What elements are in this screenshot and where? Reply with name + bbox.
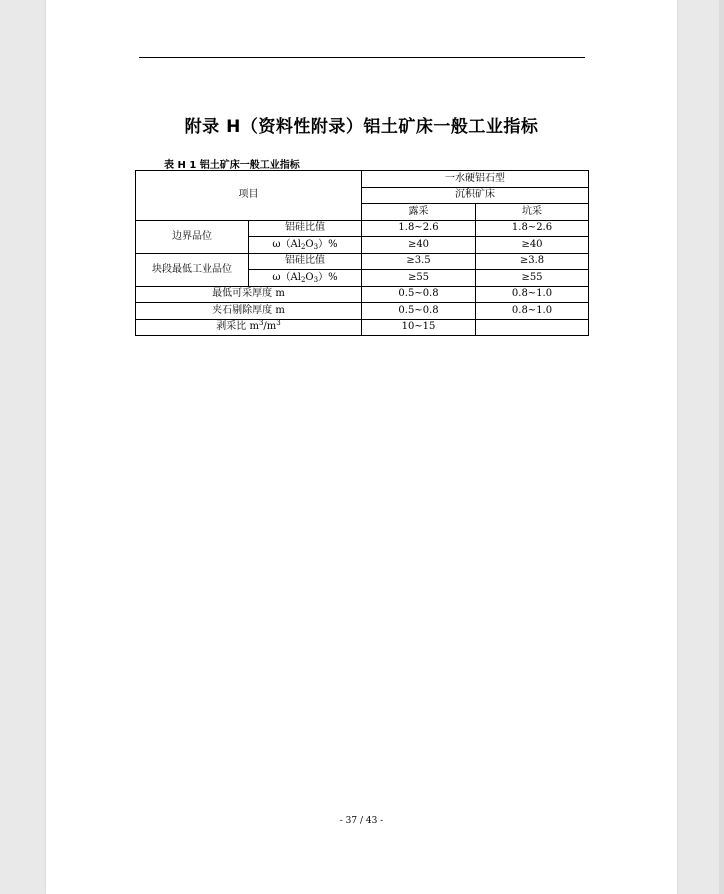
al-si-ratio-label: 铝硅比值 <box>249 220 362 237</box>
table-cell: 0.8~1.0 <box>476 303 589 320</box>
table-cell: 1.8~2.6 <box>362 220 476 237</box>
header-underground-cell: 坑采 <box>476 204 589 221</box>
table-cell: 0.5~0.8 <box>362 286 476 303</box>
omega-al2o3-label: $\omega(Al_2O_3)\%$ <box>249 270 362 287</box>
table-cell: 0.8~1.0 <box>476 286 589 303</box>
boundary-grade-label: 边界品位 <box>136 220 249 253</box>
min-thickness-label: 最低可采厚度 m <box>136 286 362 303</box>
table-row <box>136 303 589 320</box>
table-cell: ≥40 <box>362 237 476 254</box>
table-caption: 表 H 1 铝土矿床一般工业指标 <box>164 160 300 171</box>
omega-al2o3-label: $\omega(Al_2O_3)\%$ <box>249 237 362 254</box>
table-cell <box>476 319 589 336</box>
table-row <box>136 171 589 188</box>
table-cell: ≥55 <box>476 270 589 287</box>
stripping-ratio-label: 剥采比 $m^3/m^3$ <box>136 319 362 336</box>
header-open-pit-cell: 露采 <box>362 204 476 221</box>
table-cell: ≥3.5 <box>362 253 476 270</box>
al-si-ratio-label: 铝硅比值 <box>249 253 362 270</box>
header-deposit-cell: 沉积矿床 <box>362 187 589 204</box>
header-item-cell: 项目 <box>136 171 362 221</box>
table-row <box>136 286 589 303</box>
min-industrial-grade-label: 块段最低工业品位 <box>136 253 249 286</box>
table-row <box>136 253 589 270</box>
appendix-title: 附录 H（资料性附录）铝土矿床一般工业指标 <box>184 117 539 137</box>
industrial-index-table <box>135 170 589 336</box>
document-page <box>46 0 677 894</box>
table-cell: ≥3.8 <box>476 253 589 270</box>
header-type-cell: 一水硬铝石型 <box>362 171 589 188</box>
table-row <box>136 220 589 237</box>
table-cell: ≥55 <box>362 270 476 287</box>
table-row <box>136 319 589 336</box>
scrollbar-track[interactable] <box>719 0 724 894</box>
table-cell: 10~15 <box>362 319 476 336</box>
table-cell: 0.5~0.8 <box>362 303 476 320</box>
reject-thickness-label: 夹石剔除厚度 m <box>136 303 362 320</box>
page-number: - 37 / 43 - <box>339 816 384 826</box>
header-rule <box>139 57 585 58</box>
table-cell: 1.8~2.6 <box>476 220 589 237</box>
table-cell: ≥40 <box>476 237 589 254</box>
